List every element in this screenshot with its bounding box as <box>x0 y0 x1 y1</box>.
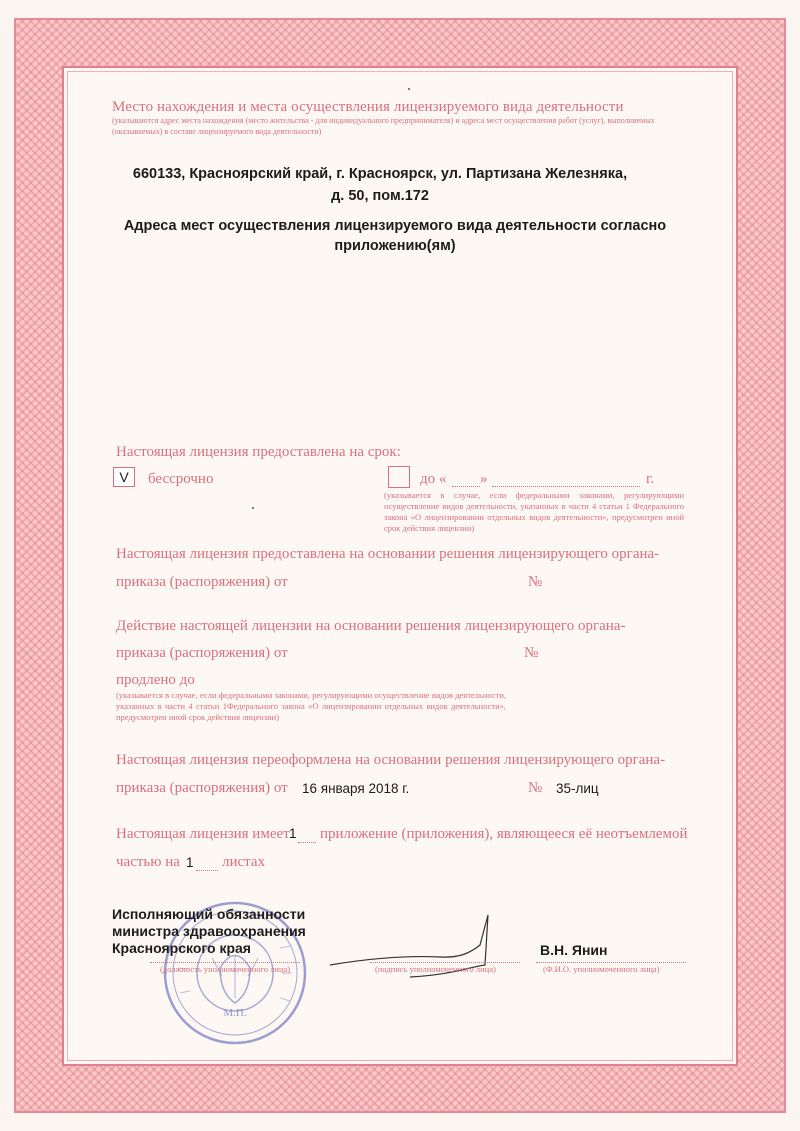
appendix-sheets-line <box>196 870 218 871</box>
location-note: (указываются адрес места нахождения (место жительства - для индивидуального предпринимателя) и адреса мест осуществления работ (услуг), выполняемых (оказываемых) в составе лицензируемого вида деятельности) <box>112 116 655 136</box>
appendix-text-4: листах <box>222 854 266 870</box>
speck <box>252 507 254 509</box>
until-year-suffix: г. <box>646 471 655 487</box>
reissue-number-sign: № <box>528 780 543 796</box>
until-note: (указывается в случае, если федеральными законами, регулирующими осуществление видов деятельности, указанных в части 4 статьи 1 Федерального закона «О лицензировании отдельных видов деятельности», предусмотрен иной срок действия лицензии) <box>384 490 684 533</box>
appendix-count-line <box>298 842 316 843</box>
address-line-1: 660133, Красноярский край, г. Красноярск, ул. Партизана Железняка, <box>132 166 628 182</box>
position-caption: (должность уполномоченного лица) <box>160 964 291 974</box>
until-checkbox[interactable] <box>388 466 410 488</box>
address-line-2: д. 50, пом.172 <box>331 188 429 204</box>
appendix-text-3: частью на <box>116 854 180 870</box>
until-quote: » <box>480 471 488 487</box>
extended-to-label: продлено до <box>116 672 195 688</box>
extension-line-2: приказа (распоряжения) от <box>116 645 288 661</box>
signatory-name: В.Н. Янин <box>540 942 608 958</box>
reissue-line-1: Настоящая лицензия переоформлена на основании решения лицензирующего органа- <box>116 752 666 768</box>
position-line-2: министра здравоохранения <box>112 923 306 939</box>
extension-line-1: Действие настоящей лицензии на основании решения лицензирующего органа- <box>116 618 626 634</box>
until-prefix: до « <box>420 471 447 487</box>
address-block <box>120 163 640 207</box>
reissue-date: 16 января 2018 г. <box>302 781 410 796</box>
stamp-mark-text: М.П. <box>223 1007 247 1019</box>
extension-number-sign: № <box>524 645 539 661</box>
position-line-3: Красноярского края <box>112 940 251 956</box>
additional-addresses-line-1: Адреса мест осуществления лицензируемого вида деятельности согласно <box>123 218 667 234</box>
appendix-count: 1 <box>289 826 297 841</box>
unlimited-checkbox[interactable]: V <box>113 467 135 487</box>
speck <box>408 88 410 90</box>
until-day-line <box>452 486 480 487</box>
basis-number-sign: № <box>528 574 543 590</box>
basis-line-1: Настоящая лицензия предоставлена на основании решения лицензирующего органа- <box>116 546 660 562</box>
additional-addresses <box>110 216 680 256</box>
reissue-number: 35-лиц <box>556 781 599 796</box>
reissue-line-2: приказа (распоряжения) от <box>116 780 288 796</box>
name-line <box>536 962 686 963</box>
unlimited-label: бессрочно <box>148 471 214 487</box>
term-heading: Настоящая лицензия предоставлена на срок: <box>116 444 401 460</box>
appendix-sheets: 1 <box>186 855 194 870</box>
basis-line-2: приказа (распоряжения) от <box>116 574 288 590</box>
appendix-text-2: приложение (приложения), являющееся её неотъемлемой <box>320 826 688 842</box>
position-line-1: Исполняющий обязанности <box>112 906 306 922</box>
until-date-line <box>492 486 640 487</box>
name-caption: (Ф.И.О. уполномоченного лица) <box>543 964 660 974</box>
signature-line <box>370 962 520 963</box>
position-line <box>150 962 300 963</box>
additional-addresses-line-2: приложению(ям) <box>334 238 456 254</box>
appendix-text-1: Настоящая лицензия имеет <box>116 826 290 842</box>
location-heading: Место нахождения и места осуществления лицензируемого вида деятельности <box>112 99 624 115</box>
signatory-position <box>112 906 306 957</box>
signature-caption: (подпись уполномоченного лица) <box>375 964 496 974</box>
extension-note: (указывается в случае, если федеральными законами, регулирующими осуществление видов деятельности, указанных в части 4 статьи 1Федерального закона «О лицензировании отдельных видов деятельности», предусмотрен иной срок действия лицензии) <box>116 690 506 722</box>
